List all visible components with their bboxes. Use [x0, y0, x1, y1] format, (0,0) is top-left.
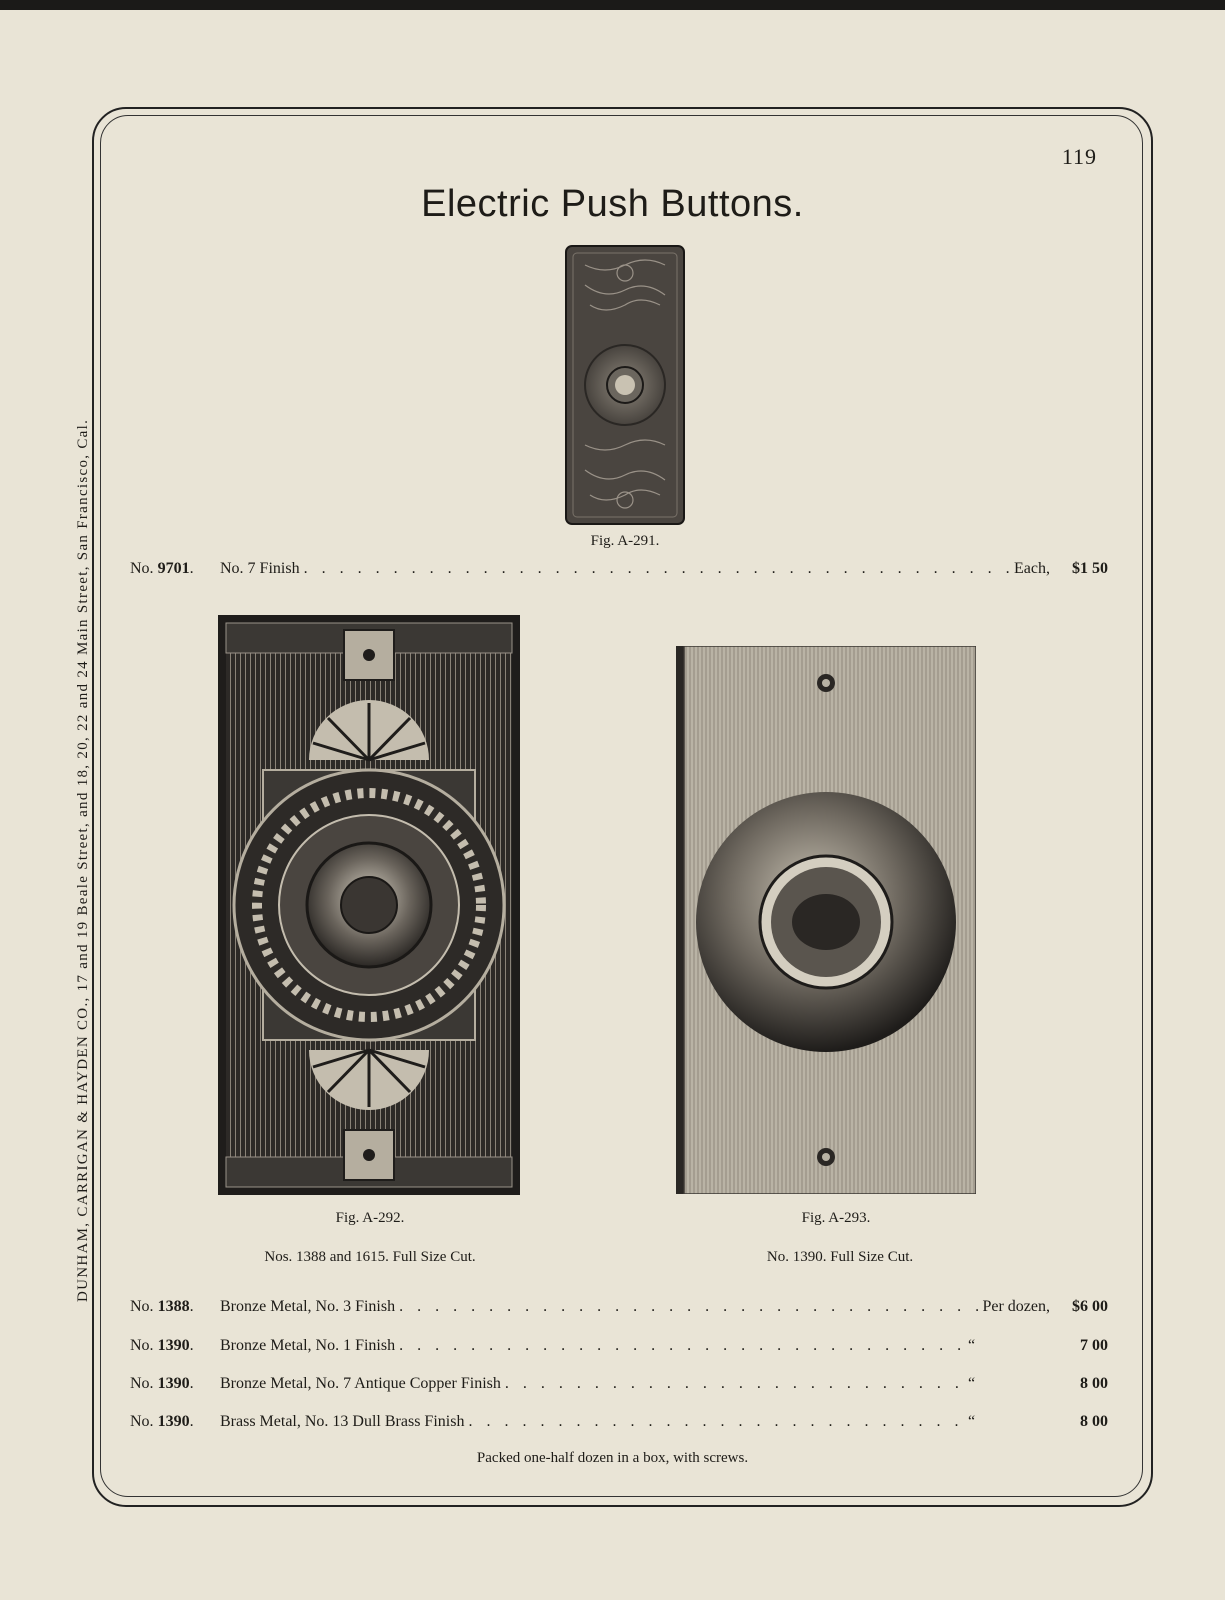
price-row-1390-no1: No. 1390. Bronze Metal, No. 1 Finish . . . “ 7 00 — [130, 1337, 1108, 1355]
item-prefix: No. — [130, 1298, 154, 1315]
page-number: 119 — [1061, 144, 1097, 169]
dot-leader — [399, 1298, 978, 1316]
item-number: 9701 — [157, 560, 190, 577]
price-label: Per dozen, — [982, 1298, 1050, 1315]
dot-leader — [468, 1413, 964, 1431]
top-dark-edge — [0, 0, 1225, 10]
price-row-1390-no13: No. 1390. Brass Metal, No. 13 Dull Brass Finish . . . “ 8 00 — [130, 1413, 1108, 1431]
fig-a293-caption: Fig. A-293. — [801, 1210, 871, 1226]
item-prefix: No. — [130, 560, 154, 577]
ditto-mark: “ — [968, 1413, 976, 1430]
item-prefix: No. — [130, 1337, 154, 1354]
dot-leader — [304, 560, 1010, 578]
item-price: $1 50 — [1072, 560, 1108, 577]
fig-a291-caption: Fig. A-291. — [590, 533, 660, 549]
ditto-mark: “ — [968, 1337, 976, 1354]
item-price: $6 00 — [1072, 1298, 1108, 1315]
packing-footnote: Packed one-half dozen in a box, with screws. — [476, 1450, 749, 1466]
push-button-a293-image — [676, 646, 976, 1194]
fig-a293-subcaption: No. 1390. Full Size Cut. — [766, 1249, 914, 1265]
item-description: Bronze Metal, No. 1 Finish — [220, 1337, 396, 1354]
item-description: No. 7 Finish — [220, 560, 300, 577]
push-button-a291-image — [565, 245, 685, 525]
push-button-a292-image — [218, 615, 520, 1195]
price-label: Each, — [1014, 560, 1050, 577]
item-number: 1390 — [157, 1337, 190, 1354]
ditto-mark: “ — [968, 1375, 976, 1392]
item-number: 1390 — [157, 1375, 190, 1392]
item-description: Bronze Metal, No. 3 Finish — [220, 1298, 396, 1315]
price-row-9701: No. 9701. No. 7 Finish . . . Each, $1 50 — [130, 560, 1108, 578]
item-description: Bronze Metal, No. 7 Antique Copper Finish — [220, 1375, 501, 1392]
item-prefix: No. — [130, 1413, 154, 1430]
item-price: 8 00 — [1080, 1375, 1108, 1392]
fig-a292-caption: Fig. A-292. — [335, 1210, 405, 1226]
item-price: 7 00 — [1080, 1337, 1108, 1354]
item-price: 8 00 — [1080, 1413, 1108, 1430]
dot-leader — [399, 1337, 964, 1355]
publisher-side-text: DUNHAM, CARRIGAN & HAYDEN CO., 17 and 19 Beale Street, and 18, 20, 22 and 24 Main Street, San Francisco, Cal. — [75, 418, 91, 1302]
item-prefix: No. — [130, 1375, 154, 1392]
price-row-1390-no7: No. 1390. Bronze Metal, No. 7 Antique Copper Finish . . . “ 8 00 — [130, 1375, 1108, 1393]
fig-a292-subcaption: Nos. 1388 and 1615. Full Size Cut. — [264, 1249, 476, 1265]
item-description: Brass Metal, No. 13 Dull Brass Finish — [220, 1413, 465, 1430]
item-number: 1390 — [157, 1413, 190, 1430]
dot-leader — [505, 1375, 964, 1393]
page-title: Electric Push Buttons. — [421, 183, 804, 225]
price-row-1388: No. 1388. Bronze Metal, No. 3 Finish . . . Per dozen, $6 00 — [130, 1298, 1108, 1316]
item-number: 1388 — [157, 1298, 190, 1315]
